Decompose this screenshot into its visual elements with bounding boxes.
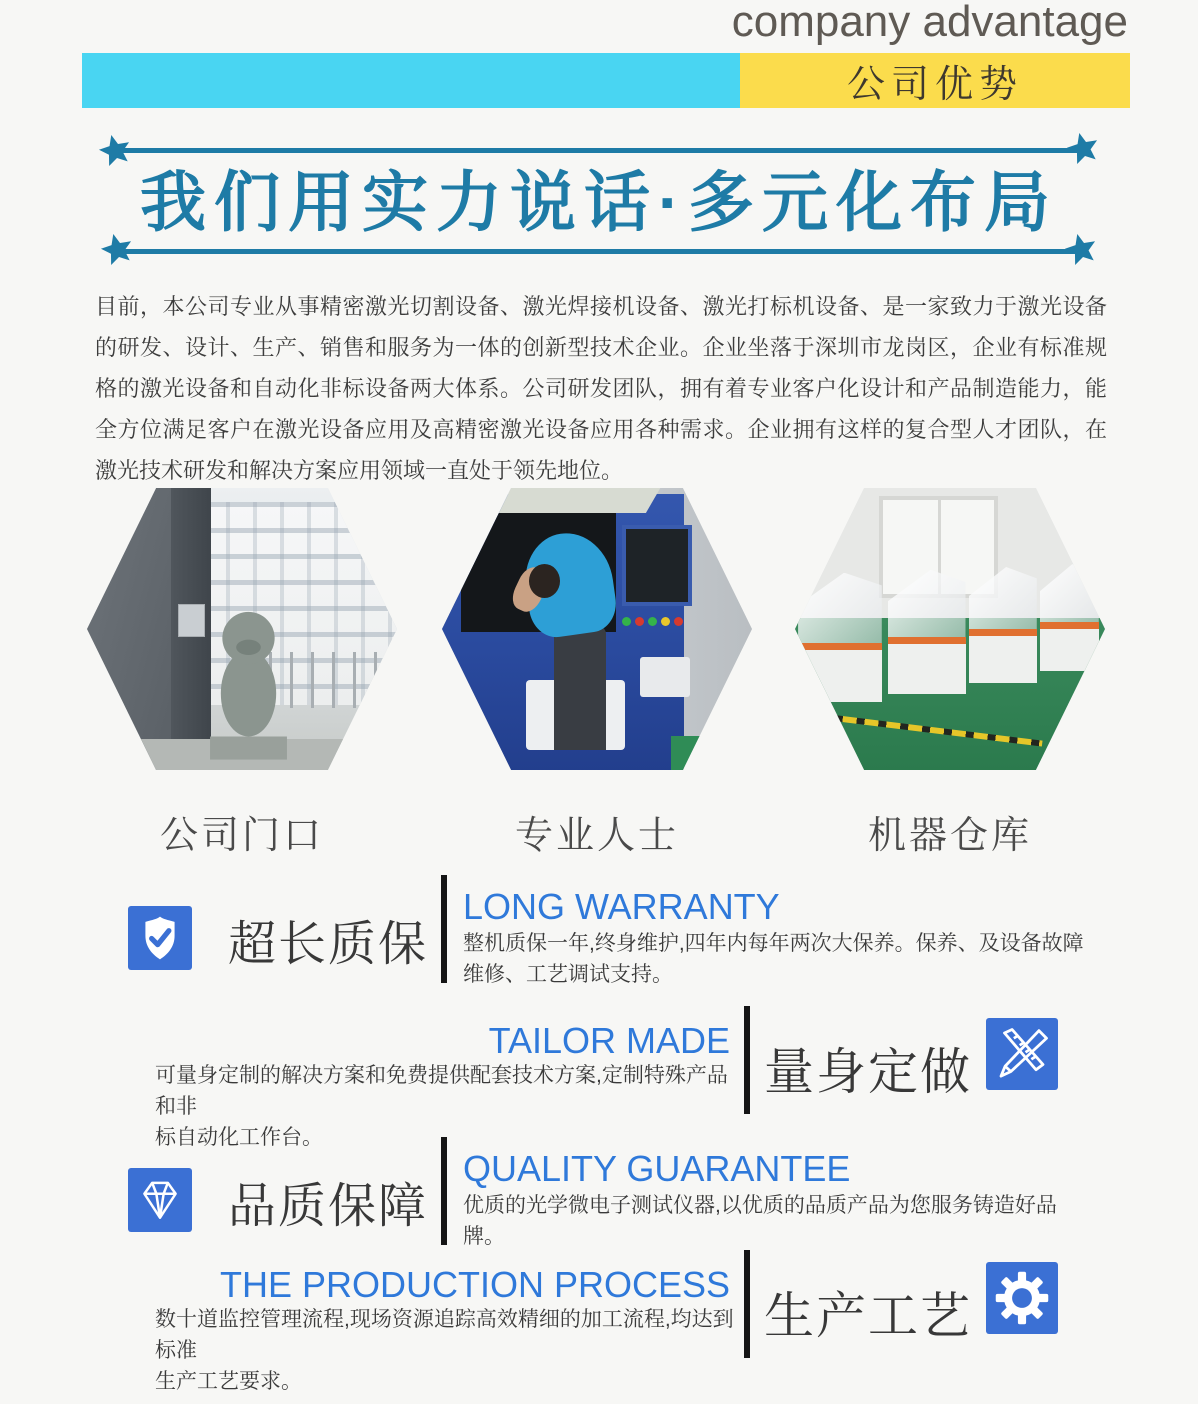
section-title-english: company advantage xyxy=(731,0,1128,46)
photo-wrapped-machine xyxy=(798,573,882,703)
photo-wrapped-machine xyxy=(888,570,966,694)
button-dot xyxy=(661,617,670,626)
intro-line: 全方位满足客户在激光设备应用及高精密激光设备应用各种需求。企业拥有这样的复合型人才团队，在 xyxy=(95,417,1107,442)
intro-line: 目前，本公司专业从事精密激光切割设备、激光焊接机设备、激光打标机设备、是一家致力于激光设备 xyxy=(95,294,1107,319)
main-slogan: 我们用实力说话·多元化布局 xyxy=(140,165,1058,239)
feature-desc-line: 生产工艺要求。 xyxy=(155,1370,302,1393)
feature-divider xyxy=(441,1137,447,1245)
photo-green-floor xyxy=(671,736,752,770)
feature-title-zh: 超长质保 xyxy=(228,918,429,971)
machine-body xyxy=(888,637,966,694)
photo-caption: 机器仓库 xyxy=(867,815,1032,857)
feature-desc-line: 可量身定制的解决方案和免费提供配套技术方案,定制特殊产品和非 xyxy=(155,1064,728,1118)
cyan-bar xyxy=(82,53,740,108)
header-color-bar xyxy=(82,53,1130,108)
shield-check-icon xyxy=(128,906,192,970)
photo-stone-lion xyxy=(202,595,295,764)
feature-description xyxy=(155,1060,745,1153)
plastic-wrap xyxy=(969,567,1037,631)
warehouse-photo xyxy=(795,488,1105,770)
feature-desc-line: 数十道监控管理流程,现场资源追踪高效精细的加工流程,均达到标准 xyxy=(155,1308,734,1362)
company-gate-photo xyxy=(87,488,397,770)
photo-worker-pants xyxy=(554,626,607,750)
feature-description xyxy=(155,1304,750,1397)
photo-caption: 专业人士 xyxy=(514,815,679,857)
feature-desc-line: 整机质保一年,终身维护,四年内每年两次大保养。保养、及设备故障 xyxy=(463,932,1084,955)
photo-caption: 公司门口 xyxy=(159,815,324,857)
photo-wrapped-machine xyxy=(1040,564,1099,671)
banner-rule-bottom xyxy=(120,249,1078,254)
feature-title-en: THE PRODUCTION PROCESS xyxy=(219,1264,730,1305)
feature-title-zh: 品质保障 xyxy=(228,1180,429,1233)
pencil-ruler-icon xyxy=(986,1018,1058,1090)
slogan-banner xyxy=(94,140,1104,262)
feature-description xyxy=(463,928,1095,990)
feature-title-en: TAILOR MADE xyxy=(488,1020,730,1061)
intro-line: 的研发、设计、生产、销售和服务为一体的创新型技术企业。企业坐落于深圳市龙岗区，企业有标准规 xyxy=(95,335,1107,360)
feature-title-en: LONG WARRANTY xyxy=(463,886,780,927)
button-dot xyxy=(622,617,631,626)
intro-line: 格的激光设备和自动化非标设备两大体系。公司研发团队，拥有着专业客户化设计和产品制造能力，能 xyxy=(95,376,1107,401)
photo-worker-head xyxy=(529,564,560,598)
photo-machine-panel xyxy=(640,657,690,696)
feature-divider xyxy=(441,875,447,983)
feature-desc-line: 优质的光学微电子测试仪器,以优质的品质产品为您服务铸造好品 xyxy=(463,1194,1057,1217)
plastic-wrap xyxy=(798,573,882,644)
feature-desc-line: 牌。 xyxy=(463,1225,505,1248)
photo-wrapped-machine xyxy=(969,567,1037,683)
banner-rule-top xyxy=(120,148,1078,153)
button-dot xyxy=(648,617,657,626)
machine-body xyxy=(798,643,882,703)
diamond-icon xyxy=(128,1168,192,1232)
plastic-wrap xyxy=(888,570,966,638)
feature-divider xyxy=(744,1250,750,1358)
section-title-chinese: 公司优势 xyxy=(846,64,1023,106)
feature-title-en: QUALITY GUARANTEE xyxy=(463,1148,851,1189)
feature-desc-line: 标自动化工作台。 xyxy=(155,1126,323,1149)
technician-photo xyxy=(442,488,752,770)
feature-title-zh: 生产工艺 xyxy=(764,1288,972,1344)
machine-body xyxy=(1040,622,1099,671)
photo-machine-lid xyxy=(466,488,660,513)
plastic-wrap xyxy=(1040,564,1099,623)
yellow-badge xyxy=(740,53,1130,108)
photo-control-buttons xyxy=(622,615,687,629)
gear-icon xyxy=(986,1262,1058,1334)
machine-body xyxy=(969,629,1037,682)
intro-line: 激光技术研发和解决方案应用领域一直处于领先地位。 xyxy=(95,458,624,483)
company-intro-paragraph xyxy=(95,286,1107,491)
photo-control-screen xyxy=(622,525,692,606)
button-dot xyxy=(635,617,644,626)
button-dot xyxy=(674,617,683,626)
feature-desc-line: 维修、工艺调试支持。 xyxy=(463,963,673,986)
feature-description xyxy=(463,1190,1081,1252)
feature-title-zh: 量身定做 xyxy=(764,1044,972,1100)
feature-divider xyxy=(744,1006,750,1114)
